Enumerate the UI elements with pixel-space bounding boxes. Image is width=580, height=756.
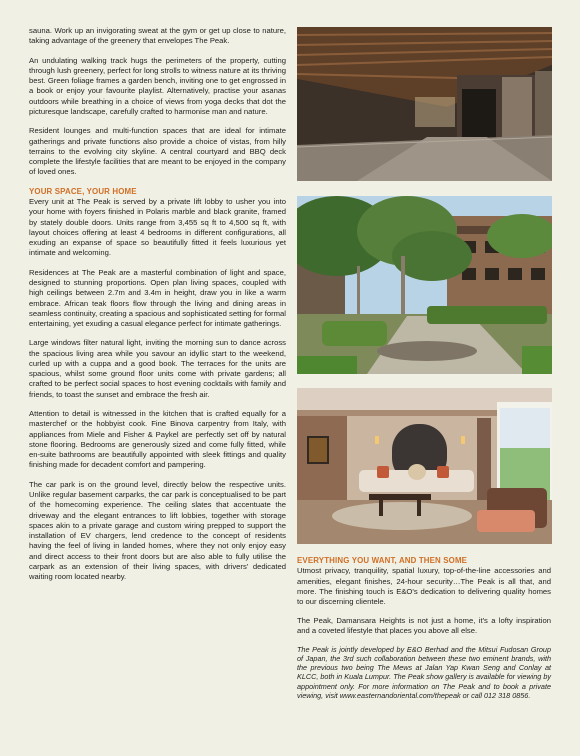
heading-everything-you-want: EVERYTHING YOU WANT, AND THEN SOME [297,556,468,565]
paragraph-light-space: Residences at The Peak are a masterful combination of light and space, designed to stunning proportions. Open plan living spaces, coupled with high ceilings between 2.7m and 3.4m in height, draw you in like a warm embrace. African teak floors flow through the living and dining areas in seamless continuity, creating a spacious and sophisticated setting for formal entertaining, yet exuding a casual elegance perfect for intimate gatherings. [29,267,286,328]
car-park-photo [297,27,552,181]
paragraph-walking-track: An undulating walking track hugs the perimeters of the property, cutting through lush greenery, perfect for long strolls to witness nature at its thriving best. Green foliage frames a garden bench, inviting one to get engrossed in a book or enjoy your favourite playlist. Alternatively, practise your asanas outdoors while breathing in a choice of views from yoga decks that dot the picturesque landscape, carefully crafted to harmonise man and nature. [29,55,286,116]
paragraph-resident-lounges: Resident lounges and multi-function spaces that are ideal for intimate gatherings and private functions also provide a choice of vistas, from hilly terrains to the evolving city skyline. A central courtyard and BBQ deck complete the lifestyle facilities that are meant to be enjoyed in the company of loved ones. [29,126,286,177]
heading-your-space: YOUR SPACE, YOUR HOME [29,186,137,196]
paragraph-large-windows: Large windows filter natural light, inviting the morning sun to dance across the spacious living area while you savour an idyllic start to the weekend, curled up with a cuppa and a good book. The terraces for the units are spacious, whilst some ground floor units come with private gardens; all crafted to be perfect social spaces to host evening cocktails with family and friends, to toast the sunset and embrace the fresh air. [29,338,286,399]
courtyard-photo [297,196,552,374]
paragraph-sauna: sauna. Work up an invigorating sweat at the gym or get up close to nature, taking advantage of the greenery that envelopes The Peak. [29,26,286,46]
left-text-column [29,26,286,592]
developer-note: The Peak is jointly developed by E&O Berhad and the Mitsui Fudosan Group of Japan, the 3rd such collaboration between these two eminent brands, with the previous two being The Mews at Jalan Yap Kwan Seng and Conlay at KLCC, both in Kuala Lumpur. The Peak show gallery is available for viewing by appointment only. For more information on The Peak and to book a private viewing, visit www.easternandoriental.com/thepeak or call 012 318 0856. [297,645,551,700]
paragraph-lofty-inspiration: The Peak, Damansara Heights is not just a home, it's a lofty inspiration and a coveted lifestyle that places you above all else. [297,616,551,636]
paragraph-car-park: The car park is on the ground level, directly below the respective units. Unlike regular basement carparks, the car park is conceptualised to be part of the homecoming experience. The ceiling slates that accentuate the driveway and the elegant entrances to lift lobbies, together with storage spaces akin to a private garage and custom wiring prepped to support the installation of EV chargers, lend credence to the concept of residents having the feel of living in landed homes, where they not only enjoy easy and direct access to their front doors but are also able to fully utilise the carpark as an extension of their living spaces, with drivers' dedicated waiting room located nearby. [29,479,286,582]
living-room-photo [297,388,552,544]
paragraph-private-lift: Every unit at The Peak is served by a private lift lobby to usher you into your home with foyers finished in Polaris marble and black granite, framed by stately double doors. Units range from 3,455 sq ft to 4,500 sq ft, with layout choices offering at least 4 bedrooms in different configurations, all exuding an expanse of space so beautifully fitted it feels luxurious yet intimate and welcoming. [29,197,286,258]
paragraph-utmost-privacy: Utmost privacy, tranquility, spatial luxury, top-of-the-line accessories and amenities, elegant finishes, 24-hour security…The Peak is all that, and more. The finishing touch is E&O's dedication to delivering quality homes to our discerning clientele. [297,566,551,606]
right-text-column [297,556,551,708]
paragraph-kitchen: Attention to detail is witnessed in the kitchen that is crafted equally for a masterchef or the hobbyist cook. Fine Binova carpentry from Italy, with appliances from Miele and Fisher & Paykel are perfectly set off by natural stone flooring. Bedrooms are generously sized and come fully fitted, while en-suite bathrooms are beautifully appointed with sleek fittings and quality finishing made for decadent comfort and pampering. [29,409,286,470]
